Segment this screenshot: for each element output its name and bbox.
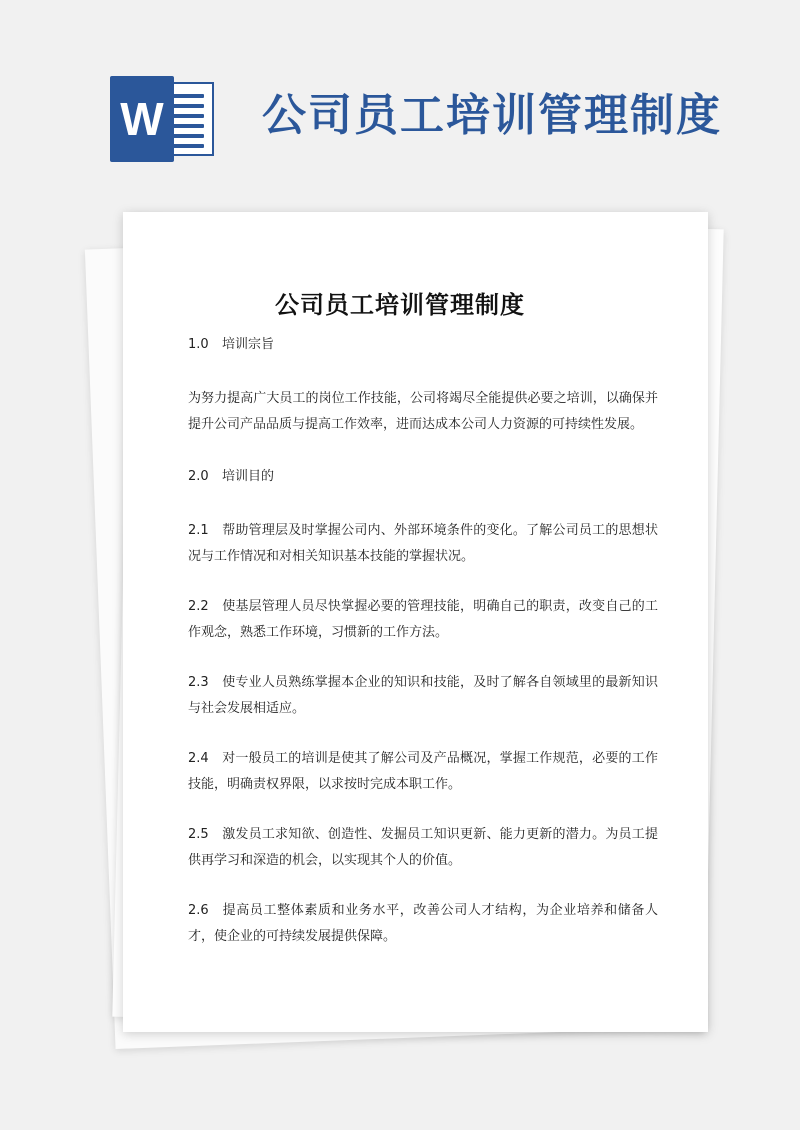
section-heading	[188, 332, 658, 358]
item-text: 激发员工求知欲、创造性、发掘员工知识更新、能力更新的潜力。为员工提供再学习和深造的机会，以实现其个人的价值。	[188, 827, 658, 868]
list-item	[188, 518, 658, 570]
word-icon	[110, 76, 212, 162]
section-title: 培训宗旨	[222, 337, 275, 352]
list-item	[188, 898, 658, 950]
section-number: 2.0	[188, 469, 209, 484]
page-header	[0, 0, 800, 200]
item-text: 对一般员工的培训是使其了解公司及产品概况，掌握工作规范，必要的工作技能，明确责权界限，以求按时完成本职工作。	[188, 751, 658, 792]
item-text: 使专业人员熟练掌握本企业的知识和技能，及时了解各自领域里的最新知识与社会发展相适应。	[188, 675, 658, 716]
document-title: 公司员工培训管理制度	[275, 291, 525, 319]
item-number: 2.3	[188, 675, 209, 690]
item-number: 2.1	[188, 523, 209, 538]
section-title: 培训目的	[222, 469, 275, 484]
list-item	[188, 822, 658, 874]
item-text: 帮助管理层及时掌握公司内、外部环境条件的变化。了解公司员工的思想状况与工作情况和对相关知识基本技能的掌握状况。	[188, 523, 658, 564]
list-item	[188, 746, 658, 798]
document-content	[188, 332, 658, 950]
list-item	[188, 670, 658, 722]
item-number: 2.5	[188, 827, 209, 842]
word-icon-letter: W	[110, 76, 174, 162]
item-text: 使基层管理人员尽快掌握必要的管理技能，明确自己的职责，改变自己的工作观念，熟悉工作环境，习惯新的工作方法。	[188, 599, 658, 640]
section-number: 1.0	[188, 337, 209, 352]
header-title: 公司员工培训管理制度	[262, 90, 722, 141]
item-text: 提高员工整体素质和业务水平，改善公司人才结构，为企业培养和储备人才，使企业的可持续发展提供保障。	[188, 903, 658, 944]
item-number: 2.6	[188, 903, 209, 918]
item-number: 2.2	[188, 599, 209, 614]
section-heading	[188, 464, 658, 490]
item-number: 2.4	[188, 751, 209, 766]
list-item	[188, 594, 658, 646]
section-paragraph: 为努力提高广大员工的岗位工作技能，公司将竭尽全能提供必要之培训，以确保并提升公司产品品质与提高工作效率，进而达成本公司人力资源的可持续性发展。	[188, 391, 658, 432]
